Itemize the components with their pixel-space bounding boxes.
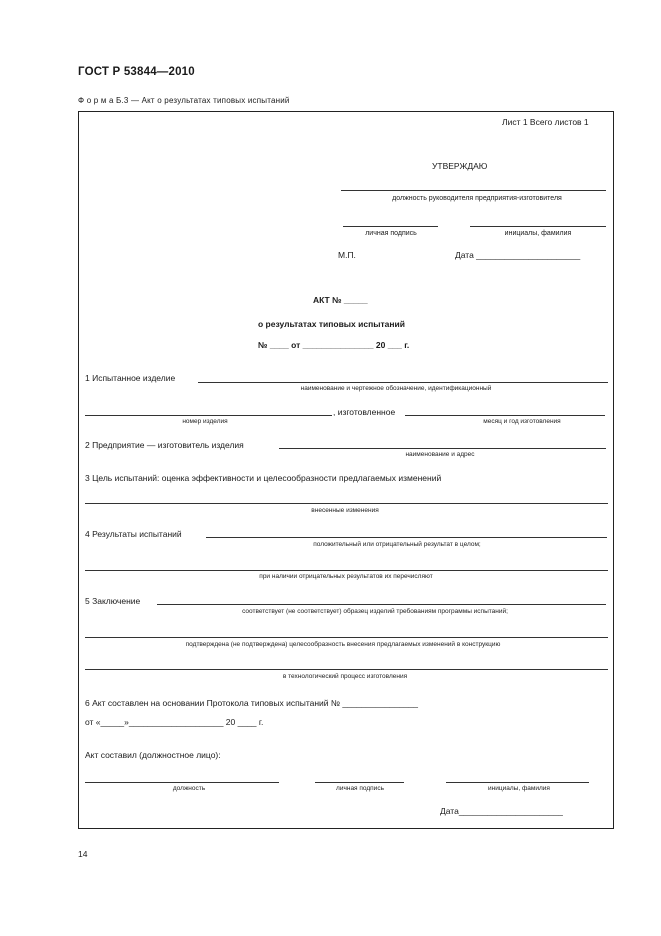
compiled-cap-position: должность [172,785,206,792]
s1-date-line [405,415,605,416]
s1-number-line [85,415,332,416]
signature-caption: личная подпись [365,230,417,237]
s3-label: 3 Цель испытаний: оценка эффективности и целесообразности предлагаемых изменений [85,473,442,483]
compiled-position-line [85,782,279,783]
s5-caption-1: соответствует (не соответствует) образец изделий требованиям программы испытаний; [242,608,508,615]
s1-label: 1 Испытанное изделие [85,373,176,383]
compiled-signature-line [315,782,404,783]
s2-label: 2 Предприятие — изготовитель изделия [85,440,244,450]
act-title: АКТ № _____ [313,295,368,305]
signature-line [343,226,438,227]
initials-caption: инициалы, фамилия [504,230,572,237]
s3-line [85,503,608,504]
s3-caption: внесенные изменения [311,507,379,514]
s1-caption-number: номер изделия [182,418,228,425]
initials-line [470,226,606,227]
s4-caption: положительный или отрицательный результат в целом; [313,541,481,548]
s4-label: 4 Результаты испытаний [85,529,182,539]
s1-made-label: , изготовленное [333,407,396,417]
s1-caption-date: месяц и год изготовления [483,418,561,425]
stamp-label: М.П. [338,250,356,260]
standard-number: ГОСТ Р 53844—2010 [78,66,195,78]
s5-line-1 [157,604,606,605]
s5-caption-3: в технологический процесс изготовления [282,673,408,680]
compiled-cap-initials: инициалы, фамилия [488,785,550,792]
s1-caption: наименование и чертежное обозначение, идентификационный [300,385,492,392]
s4-line-2 [85,570,608,571]
s5-line-2 [85,637,608,638]
page-number: 14 [78,849,88,859]
act-subtitle: о результатах типовых испытаний [258,319,405,329]
position-caption: должность руководителя предприятия-изготовителя [392,195,562,202]
compiled-date: Дата______________________ [440,806,563,816]
s5-line-3 [85,669,608,670]
form-caption: Ф о р м а Б.3 — Акт о результатах типовых испытаний [78,96,290,105]
s5-label: 5 Заключение [85,596,141,606]
act-number-line: № ____ от _______________ 20 ___ г. [258,340,410,350]
compiled-cap-signature: личная подпись [336,785,384,792]
s5-caption-2: подтверждена (не подтверждена) целесообразность внесения предлагаемых изменений в конструкцию [185,641,501,648]
compiled-label: Акт составил (должностное лицо): [85,750,221,760]
s2-caption: наименование и адрес [405,451,475,458]
s6-label: 6 Акт составлен на основании Протокола типовых испытаний № ________________ [85,698,419,708]
sheet-count: Лист 1 Всего листов 1 [502,117,589,127]
s6-date: от «_____»____________________ 20 ____ г. [85,717,264,727]
s4-caption-2: при наличии отрицательных результатов их перечисляют [259,573,433,580]
position-line [341,190,606,191]
approve-date: Дата ______________________ [455,250,581,260]
s1-line [198,382,608,383]
compiled-initials-line [446,782,589,783]
s4-line [206,537,607,538]
approve-title: УТВЕРЖДАЮ [432,161,488,171]
s2-line [279,448,606,449]
